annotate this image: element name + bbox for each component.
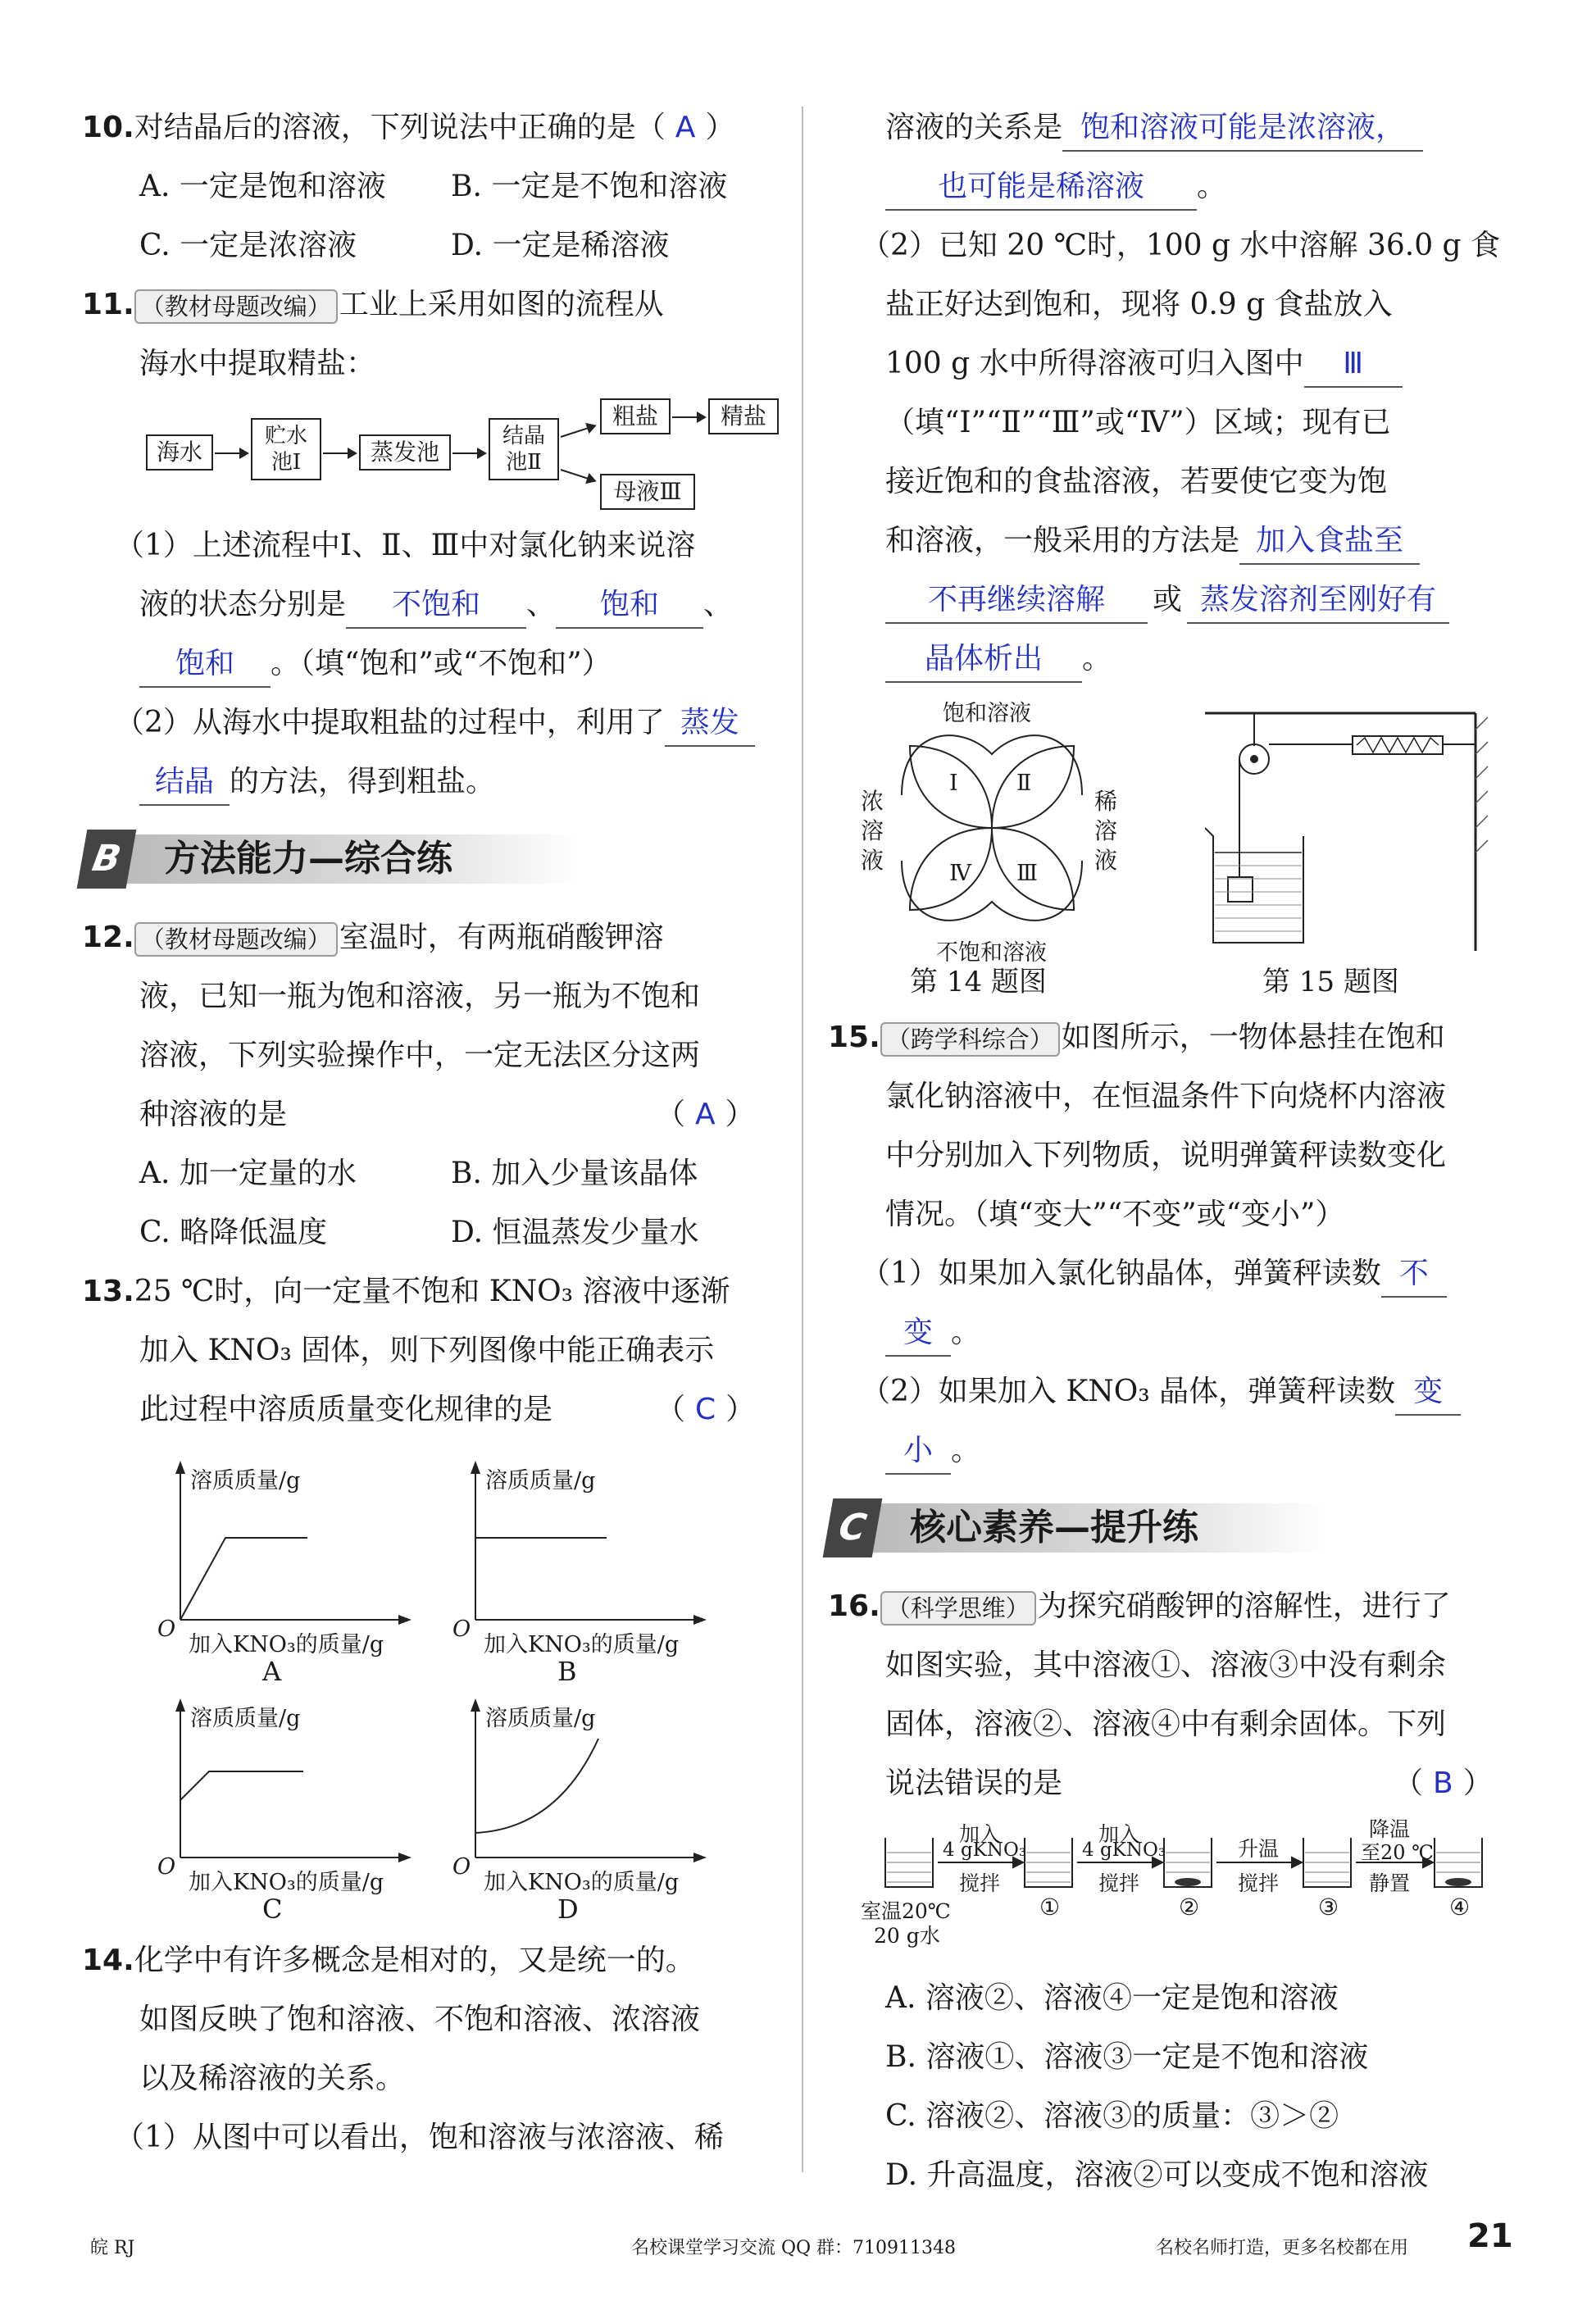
graph-b: 溶质质量/g O 加入KNO₃的质量/g B (443, 1456, 721, 1685)
q13-graphs (82, 1439, 803, 1931)
q10-answer: A (675, 111, 696, 144)
q16-option-c: C. 溶液②、溶液③的质量：③＞② (885, 2099, 1339, 2133)
q12-options-ab: A. 加一定量的水 B. 加入少量该晶体 (139, 1157, 698, 1190)
q15-figure-caption: 第 15 题图 (1262, 966, 1399, 998)
graph-label: D (557, 1894, 579, 1925)
q12-stem: 12. （教材母题改编） 室温时，有两瓶硝酸钾溶 (82, 908, 803, 967)
q14-part2-line2: 盐正好达到饱和，现将 0.9 g 食盐放入 (885, 288, 1393, 321)
q12-answer: A (695, 1098, 716, 1131)
q15-figure (1205, 705, 1500, 959)
flow-arrow (323, 452, 356, 454)
q14-part2-line8: 晶体析出 。 (828, 630, 1508, 689)
q14-figure: 饱和溶液 不饱和溶液 浓溶液 稀溶液 Ⅰ Ⅱ Ⅲ Ⅳ (861, 701, 1118, 966)
q14-answer-4a: 蒸发溶剂至刚好有 (1187, 578, 1449, 624)
q14-part2-line4: （填“Ⅰ”“Ⅱ”“Ⅲ”或“Ⅳ”）区域；现有已 (885, 406, 1391, 439)
q15-answer-1b: 变 (885, 1311, 951, 1357)
flow-crude-salt: 粗盐 (600, 398, 671, 434)
q15-part1-line1: （1）如果加入氯化钠晶体，弹簧秤读数 不 (828, 1244, 1508, 1303)
q14-part1-line1: （1）从图中可以看出，饱和溶液与浓溶液、稀 (115, 2121, 724, 2154)
q14-part1-line3: 也可能是稀溶液 。 (828, 157, 1508, 216)
q11-answer-1: 不饱和 (346, 583, 526, 629)
q15-part2-line1: （2）如果加入 KNO₃ 晶体，弹簧秤读数 变 (828, 1362, 1508, 1421)
flow-arrow (215, 452, 248, 454)
flow-arrow (561, 425, 595, 437)
graph-label: B (557, 1656, 577, 1687)
figures-row (828, 689, 1508, 1008)
q16-line4: 说法错误的是 （ B ） (885, 1767, 1493, 1800)
q11-stem-2: 海水中提取精盐： (139, 347, 376, 380)
q12-options-cd: C. 略降低温度 D. 恒温蒸发少量水 (139, 1216, 699, 1249)
flow-storage-pool: 贮水池Ⅰ (251, 418, 321, 480)
graph-a: 溶质质量/g O 加入KNO₃的质量/g A (148, 1456, 426, 1685)
q13-stem: 13.25 ℃时，向一定量不饱和 KNO₃ 溶液中逐渐 (82, 1275, 730, 1308)
q13-answer: C (695, 1393, 716, 1426)
graph-d: 溶质质量/g O 加入KNO₃的质量/g D (443, 1694, 721, 1923)
flow-arrow (672, 416, 705, 418)
section-letter: C (823, 1498, 883, 1557)
q16-answer: B (1433, 1767, 1453, 1800)
q16-line2: 如图实验，其中溶液①、溶液③中没有剩余 (885, 1648, 1447, 1682)
q14-figure-caption: 第 14 题图 (910, 966, 1047, 998)
flow-arrow (452, 452, 485, 454)
q15-line4: 情况。（填“变大”“不变”或“变小”） (885, 1198, 1345, 1231)
footer-edition: 皖 RJ (90, 2238, 135, 2258)
q15-answer-1a: 不 (1381, 1252, 1447, 1298)
q13-line3: 此过程中溶质质量变化规律的是 （ C ） (139, 1393, 756, 1426)
q11-answer-3: 饱和 (139, 642, 271, 688)
q14-part2-line7: 不再继续溶解 或 蒸发溶剂至刚好有 (828, 571, 1508, 630)
q10-options-cd: C. 一定是浓溶液 D. 一定是稀溶液 (139, 229, 670, 262)
q11-answer-4a: 蒸发 (665, 701, 755, 747)
q11-answer-2: 饱和 (556, 583, 703, 629)
q11-part1-line3: 饱和 。（填“饱和”或“不饱和”） (82, 634, 803, 693)
q10-options-ab: A. 一定是饱和溶液 B. 一定是不饱和溶液 (139, 170, 728, 203)
q11-part1-line1: （1）上述流程中Ⅰ、Ⅱ、Ⅲ中对氯化钠来说溶 (115, 529, 696, 562)
q14-answer-3b: 不再继续溶解 (885, 578, 1148, 624)
right-column (828, 98, 1508, 2205)
left-column (82, 98, 803, 2167)
flow-arrow (561, 469, 595, 481)
q12-line2: 液，已知一瓶为饱和溶液，另一瓶为不饱和 (139, 980, 701, 1013)
q11-part2-line1: （2）从海水中提取粗盐的过程中，利用了 蒸发 (82, 693, 803, 753)
q14-answer-2: Ⅲ (1304, 342, 1403, 388)
q15-line2: 氯化钠溶液中，在恒温条件下向烧杯内溶液 (885, 1080, 1447, 1113)
q11-part2-line2: 结晶 的方法，得到粗盐。 (82, 753, 803, 812)
section-letter: B (77, 830, 137, 889)
q16-option-a: A. 溶液②、溶液④一定是饱和溶液 (885, 1981, 1339, 2015)
page-number: 21 (1467, 2217, 1513, 2255)
q16-option-d: D. 升高温度，溶液②可以变成不饱和溶液 (885, 2158, 1429, 2192)
q16-line3: 固体，溶液②、溶液④中有剩余固体。下列 (885, 1707, 1447, 1741)
q13-line2: 加入 KNO₃ 固体，则下列图像中能正确表示 (139, 1334, 715, 1367)
q14-line3: 以及稀溶液的关系。 (139, 2062, 406, 2095)
q14-part1-line2: 溶液的关系是 饱和溶液可能是浓溶液， (828, 98, 1508, 157)
q11-answer-4b: 结晶 (139, 760, 230, 806)
q14-answer-1a: 饱和溶液可能是浓溶液， (1062, 106, 1423, 152)
q14-part2-line5: 接近饱和的食盐溶液，若要使它变为饱 (885, 465, 1388, 498)
q11-tag: （教材母题改编） (134, 289, 338, 324)
flow-crystallization-pool: 结晶池Ⅱ (489, 418, 559, 480)
flow-evaporation-pool: 蒸发池 (359, 434, 451, 471)
q11-flow-diagram (82, 393, 803, 516)
q15-answer-2a: 变 (1395, 1370, 1461, 1416)
graph-c: 溶质质量/g O 加入KNO₃的质量/g C (148, 1694, 426, 1923)
q14-stem: 14.化学中有许多概念是相对的，又是统一的。 (82, 1944, 695, 1977)
q12-tag: （教材母题改编） (134, 922, 338, 957)
q11-part1-line2: 液的状态分别是 不饱和 、 饱和 、 (82, 575, 803, 634)
section-b-header (82, 826, 803, 897)
q16-option-b: B. 溶液①、溶液③一定是不饱和溶液 (885, 2040, 1369, 2074)
graph-label: C (262, 1894, 283, 1925)
q14-line2: 如图反映了饱和溶液、不饱和溶液、浓溶液 (139, 2003, 701, 2036)
q16-figure: 加入 4 gKNO₃ 搅拌 加入 4 gKNO₃ 搅拌 升温 搅拌 降温 至20 ℃ 静置 室温20℃ 20 g水 ① ② ③ ④ (828, 1813, 1508, 1969)
q16-tag: （科学思维） (880, 1591, 1036, 1626)
flow-seawater: 海水 (146, 434, 213, 471)
q15-part1-line2: 变 。 (828, 1303, 1508, 1362)
q11-stem: 11. （教材母题改编） 工业上采用如图的流程从 (82, 275, 803, 334)
footer-slogan: 名校名师打造，更多名校都在用 (1156, 2238, 1409, 2258)
q14-part2-line3: 100 g 水中所得溶液可归入图中 Ⅲ (828, 334, 1508, 393)
footer-qq-group: 名校课堂学习交流 QQ 群：710911348 (631, 2238, 957, 2258)
graph-label: A (262, 1656, 282, 1687)
q15-part2-line2: 小 。 (828, 1421, 1508, 1480)
q12-line3: 溶液，下列实验操作中，一定无法区分这两 (139, 1039, 701, 1072)
q14-part2-line6: 和溶液，一般采用的方法是 加入食盐至 (828, 512, 1508, 571)
q14-answer-1b: 也可能是稀溶液 (885, 165, 1197, 211)
section-c-header (828, 1495, 1508, 1566)
q10-stem: 10.对结晶后的溶液，下列说法中正确的是（ A ） (82, 111, 735, 144)
q14-part2-line1: （2）已知 20 ℃时，100 g 水中溶解 36.0 g 食 (861, 229, 1501, 262)
flow-mother-liquor: 母液Ⅲ (600, 474, 695, 510)
q15-answer-2b: 小 (885, 1429, 951, 1475)
q14-answer-4b: 晶体析出 (885, 637, 1082, 683)
q15-stem: 15. （跨学科综合） 如图所示，一物体悬挂在饱和 (828, 1008, 1508, 1067)
q15-tag: （跨学科综合） (880, 1022, 1060, 1057)
q12-line4: 种溶液的是 （ A ） (139, 1098, 755, 1131)
flow-refined-salt: 精盐 (708, 398, 779, 434)
section-title: 核心素养—提升练 (910, 1507, 1198, 1548)
q14-answer-3a: 加入食盐至 (1239, 519, 1420, 565)
section-title: 方法能力—综合练 (164, 838, 452, 880)
q15-line3: 中分别加入下列物质，说明弹簧秤读数变化 (885, 1139, 1447, 1172)
q16-stem: 16. （科学思维） 为探究硝酸钾的溶解性，进行了 (828, 1577, 1508, 1636)
